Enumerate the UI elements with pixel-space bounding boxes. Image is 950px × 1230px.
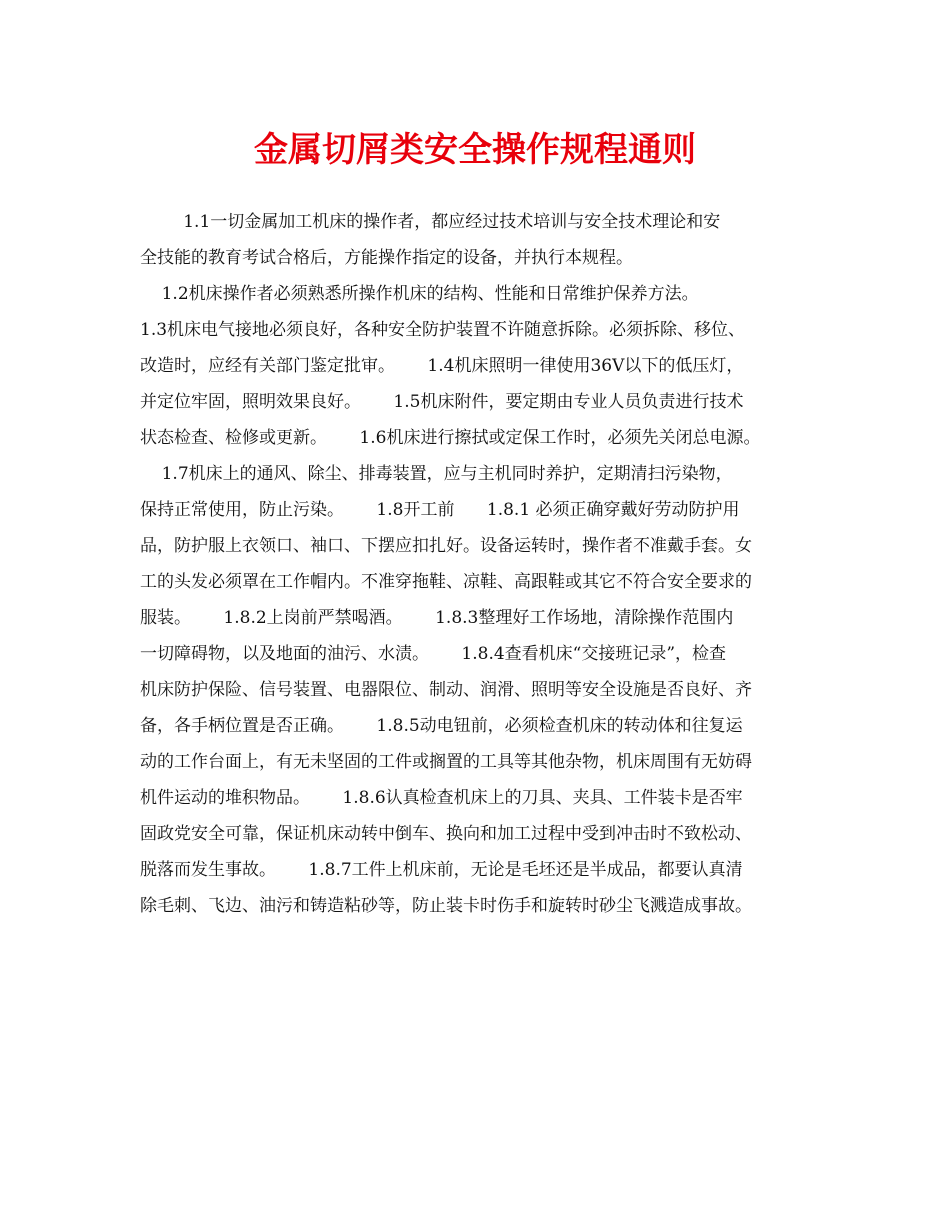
body-line: 工的头发必须罩在工作帽内。不准穿拖鞋、凉鞋、高跟鞋或其它不符合安全要求的: [140, 572, 752, 592]
body-line: 全技能的教育考试合格后，方能操作指定的设备，并执行本规程。: [140, 248, 633, 268]
body-line: 改造时，应经有关部门鉴定批审。 1.4机床照明一律使用36V以下的低压灯，: [140, 356, 744, 376]
body-line: 1.2机床操作者必须熟悉所操作机床的结构、性能和日常维护保养方法。: [140, 284, 699, 304]
page-title: 金属切屑类安全操作规程通则: [254, 130, 696, 170]
body-line: 机床防护保险、信号装置、电器限位、制动、润滑、照明等安全设施是否良好、齐: [140, 680, 752, 700]
body-line: 服装。 1.8.2上岗前严禁喝酒。 1.8.3整理好工作场地，清除操作范围内: [140, 608, 734, 628]
body-line: 品，防护服上衣领口、袖口、下摆应扣扎好。设备运转时，操作者不准戴手套。女: [140, 536, 752, 556]
body-line: 并定位牢固，照明效果良好。 1.5机床附件，要定期由专业人员负责进行技术: [140, 392, 744, 412]
body-line: 1.1一切金属加工机床的操作者，都应经过技术培训与安全技术理论和安: [140, 212, 721, 232]
body-line: 一切障碍物，以及地面的油污、水渍。 1.8.4查看机床“交接班记录”，检查: [140, 644, 727, 664]
body-line: 脱落而发生事故。 1.8.7工件上机床前，无论是毛坯还是半成品，都要认真清: [140, 860, 743, 880]
body-line: 动的工作台面上，有无未坚固的工件或搁置的工具等其他杂物，机床周围有无妨碍: [140, 752, 752, 772]
body-line: 1.7机床上的通风、除尘、排毒装置，应与主机同时养护，定期清扫污染物，: [140, 464, 733, 484]
body-line: 除毛刺、飞边、油污和铸造粘砂等，防止装卡时伤手和旋转时砂尘飞溅造成事故。: [140, 896, 752, 916]
body-line: 状态检查、检修或更新。 1.6机床进行擦拭或定保工作时，必须先关闭总电源。: [140, 428, 761, 448]
body-line: 备，各手柄位置是否正确。 1.8.5动电钮前，必须检查机床的转动体和往复运: [140, 716, 743, 736]
body-line: 保持正常使用，防止污染。 1.8开工前 1.8.1 必须正确穿戴好劳动防护用: [140, 500, 740, 520]
body-line: 固政党安全可靠，保证机床动转中倒车、换向和加工过程中受到冲击时不致松动、: [140, 824, 752, 844]
body-line: 1.3机床电气接地必须良好，各种安全防护装置不许随意拆除。必须拆除、移位、: [140, 320, 746, 340]
body-line: 机件运动的堆积物品。 1.8.6认真检查机床上的刀具、夹具、工件装卡是否牢: [140, 788, 743, 808]
